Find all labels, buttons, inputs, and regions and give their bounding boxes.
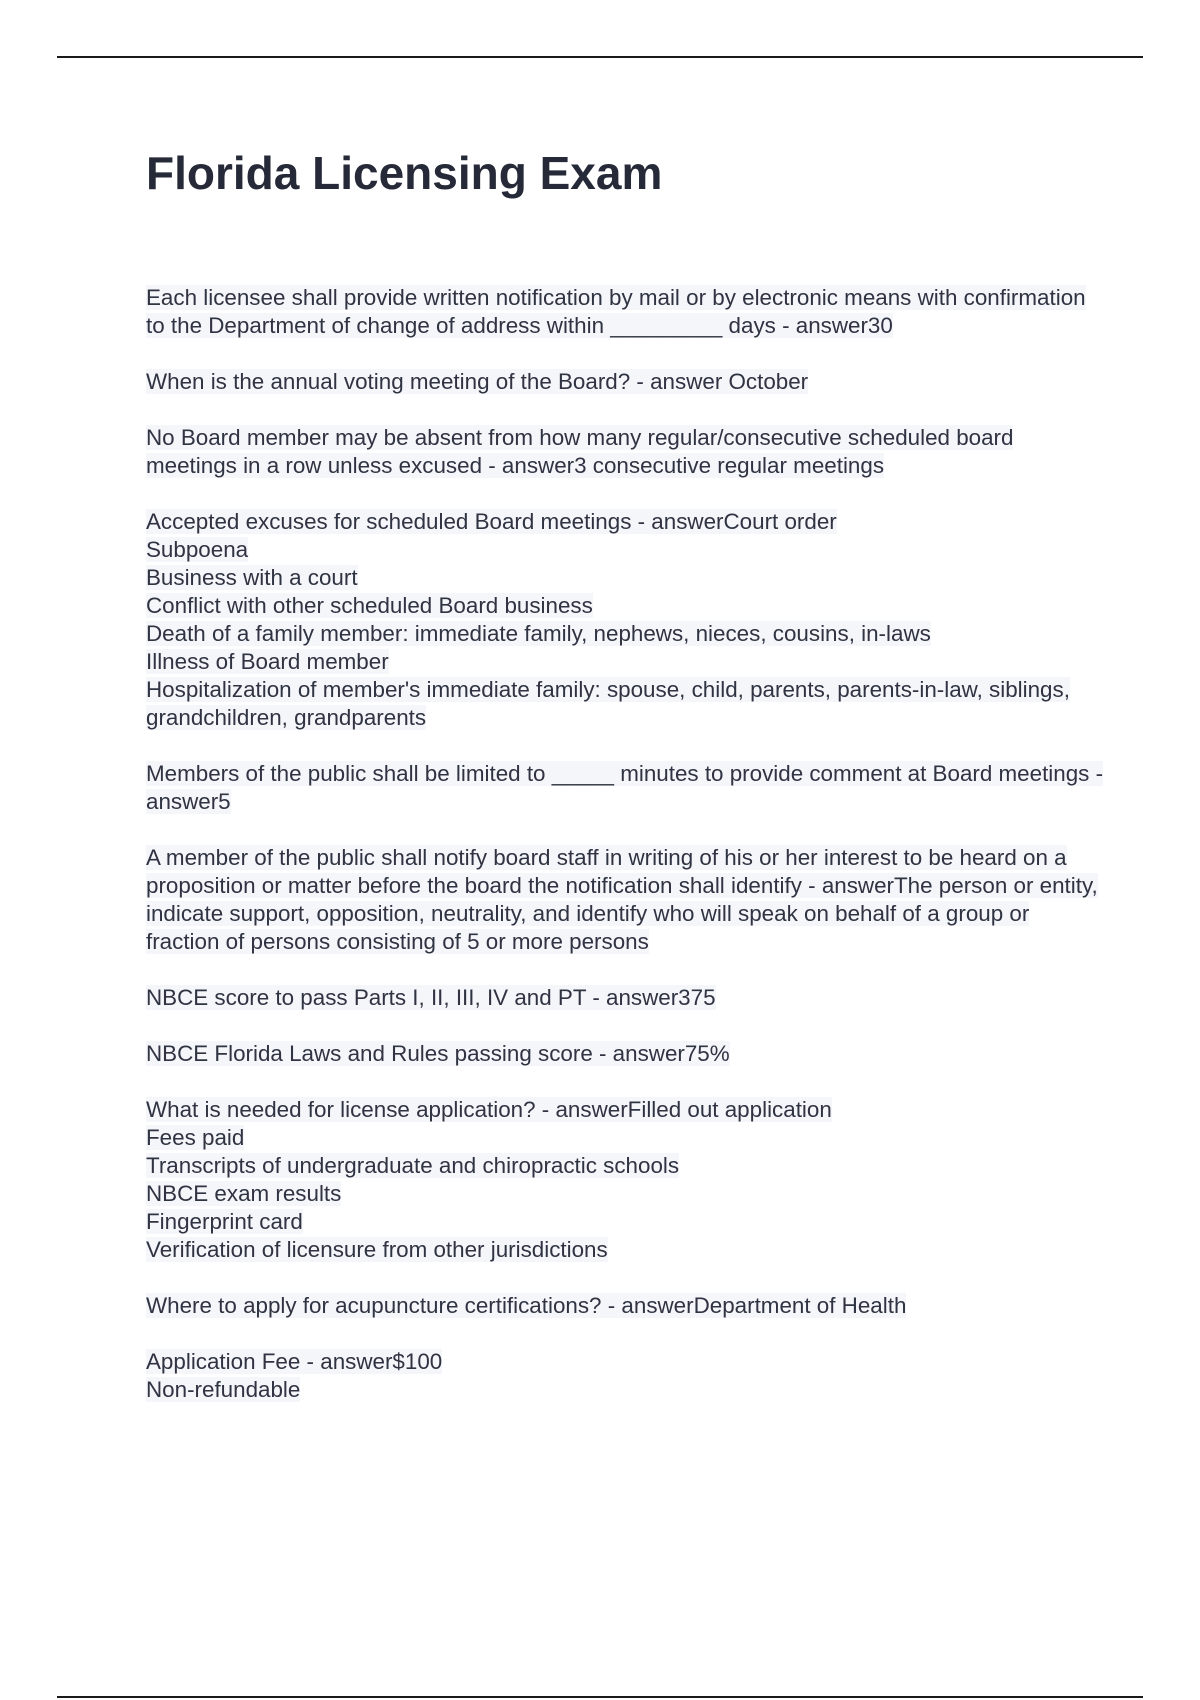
qa-item (146, 368, 1106, 396)
qa-text: No Board member may be absent from how many regular/consecutive scheduled board meetings in a row unless excused - answer3 consecutive regular meetings (146, 425, 1014, 478)
qa-item (146, 984, 1106, 1012)
qa-item (146, 1348, 1106, 1404)
qa-item (146, 1096, 1106, 1264)
qa-item (146, 844, 1106, 956)
qa-text: Accepted excuses for scheduled Board meetings - answerCourt order (146, 509, 837, 534)
qa-text: Transcripts of undergraduate and chiropractic schools (146, 1153, 680, 1178)
qa-text: Non-refundable (146, 1377, 301, 1402)
qa-item (146, 1040, 1106, 1068)
qa-item (146, 424, 1106, 480)
top-rule (57, 56, 1143, 58)
qa-item (146, 760, 1106, 816)
qa-text: NBCE exam results (146, 1181, 342, 1206)
qa-item (146, 284, 1106, 340)
qa-text: Each licensee shall provide written notification by mail or by electronic means with confirmation to the Department of change of address within _________ days - answer30 (146, 285, 1086, 338)
qa-text: Fees paid (146, 1125, 245, 1150)
qa-text: Conflict with other scheduled Board business (146, 593, 593, 618)
qa-text: Fingerprint card (146, 1209, 303, 1234)
qa-text: Illness of Board member (146, 649, 389, 674)
qa-item (146, 1292, 1106, 1320)
qa-text: Hospitalization of member's immediate family: spouse, child, parents, parents-in-law, siblings, grandchildren, grandparents (146, 677, 1070, 730)
qa-text: Business with a court (146, 565, 358, 590)
qa-text: Death of a family member: immediate family, nephews, nieces, cousins, in-laws (146, 621, 931, 646)
qa-text: What is needed for license application? - answerFilled out application (146, 1097, 832, 1122)
qa-list (146, 284, 1106, 1432)
qa-text: Application Fee - answer$100 (146, 1349, 443, 1374)
qa-text: Verification of licensure from other jurisdictions (146, 1237, 608, 1262)
qa-text: Members of the public shall be limited to _____ minutes to provide comment at Board meetings - answer5 (146, 761, 1104, 814)
qa-text: NBCE score to pass Parts I, II, III, IV and PT - answer375 (146, 985, 716, 1010)
qa-item (146, 508, 1106, 732)
bottom-rule (57, 1696, 1143, 1698)
qa-text: NBCE Florida Laws and Rules passing score - answer75% (146, 1041, 730, 1066)
qa-text: A member of the public shall notify board staff in writing of his or her interest to be heard on a proposition or matter before the board the notification shall identify - answerThe person or entity, indicate support, opposition, neutrality, and identify who will speak on behalf of a group or fraction of persons consisting of 5 or more persons (146, 845, 1098, 954)
page-title: Florida Licensing Exam (146, 147, 663, 199)
qa-text: Subpoena (146, 537, 249, 562)
qa-text: When is the annual voting meeting of the Board? - answer October (146, 369, 809, 394)
qa-text: Where to apply for acupuncture certifications? - answerDepartment of Health (146, 1293, 907, 1318)
